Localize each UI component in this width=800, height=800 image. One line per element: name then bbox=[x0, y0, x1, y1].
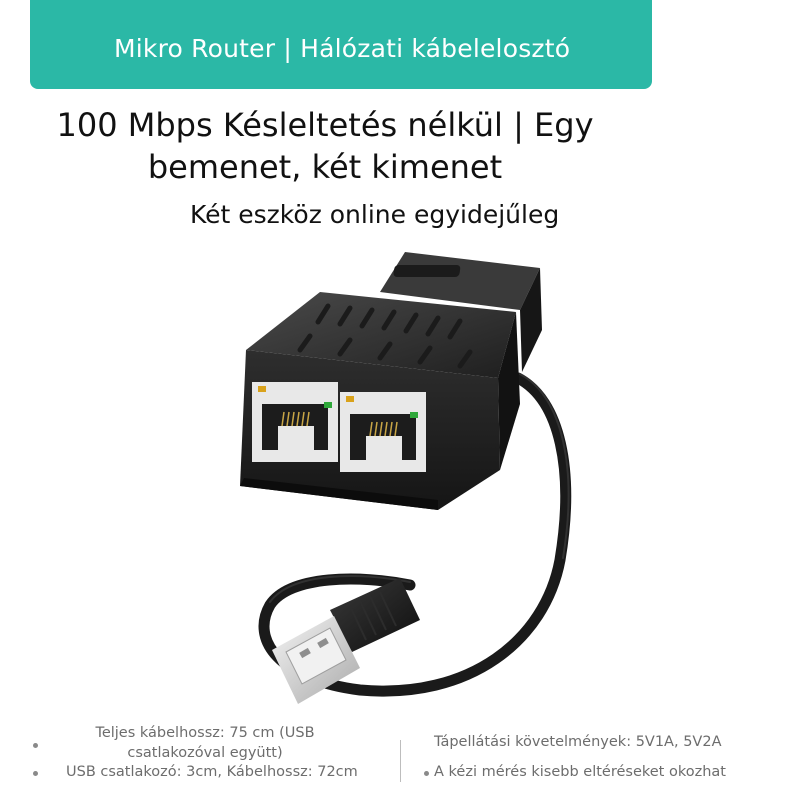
rj45-port-left bbox=[252, 382, 338, 462]
rj45-splitter-icon bbox=[240, 252, 542, 510]
spec-divider bbox=[400, 740, 401, 782]
subheadline: Két eszköz online egyidejűleg bbox=[190, 200, 560, 229]
spec-measurement-note: A kézi mérés kisebb eltéréseket okozhat bbox=[434, 764, 726, 780]
banner-title: Mikro Router | Hálózati kábelelosztó bbox=[114, 34, 571, 63]
spec-usb-connector: USB csatlakozó: 3cm, Kábelhossz: 72cm bbox=[66, 764, 358, 780]
rj45-port-right bbox=[340, 392, 426, 472]
spec-bullet bbox=[424, 771, 429, 776]
spec-cable-length: Teljes kábelhossz: 75 cm (USB csatlakozóval együtt) bbox=[95, 725, 315, 761]
spec-bullet bbox=[33, 771, 38, 776]
headline-line-2: bemenet, két kimenet bbox=[147, 148, 503, 186]
headline-line-1: 100 Mbps Késleltetés nélkül | Egy bbox=[56, 106, 594, 144]
spec-power: Tápellátási követelmények: 5V1A, 5V2A bbox=[434, 734, 722, 750]
